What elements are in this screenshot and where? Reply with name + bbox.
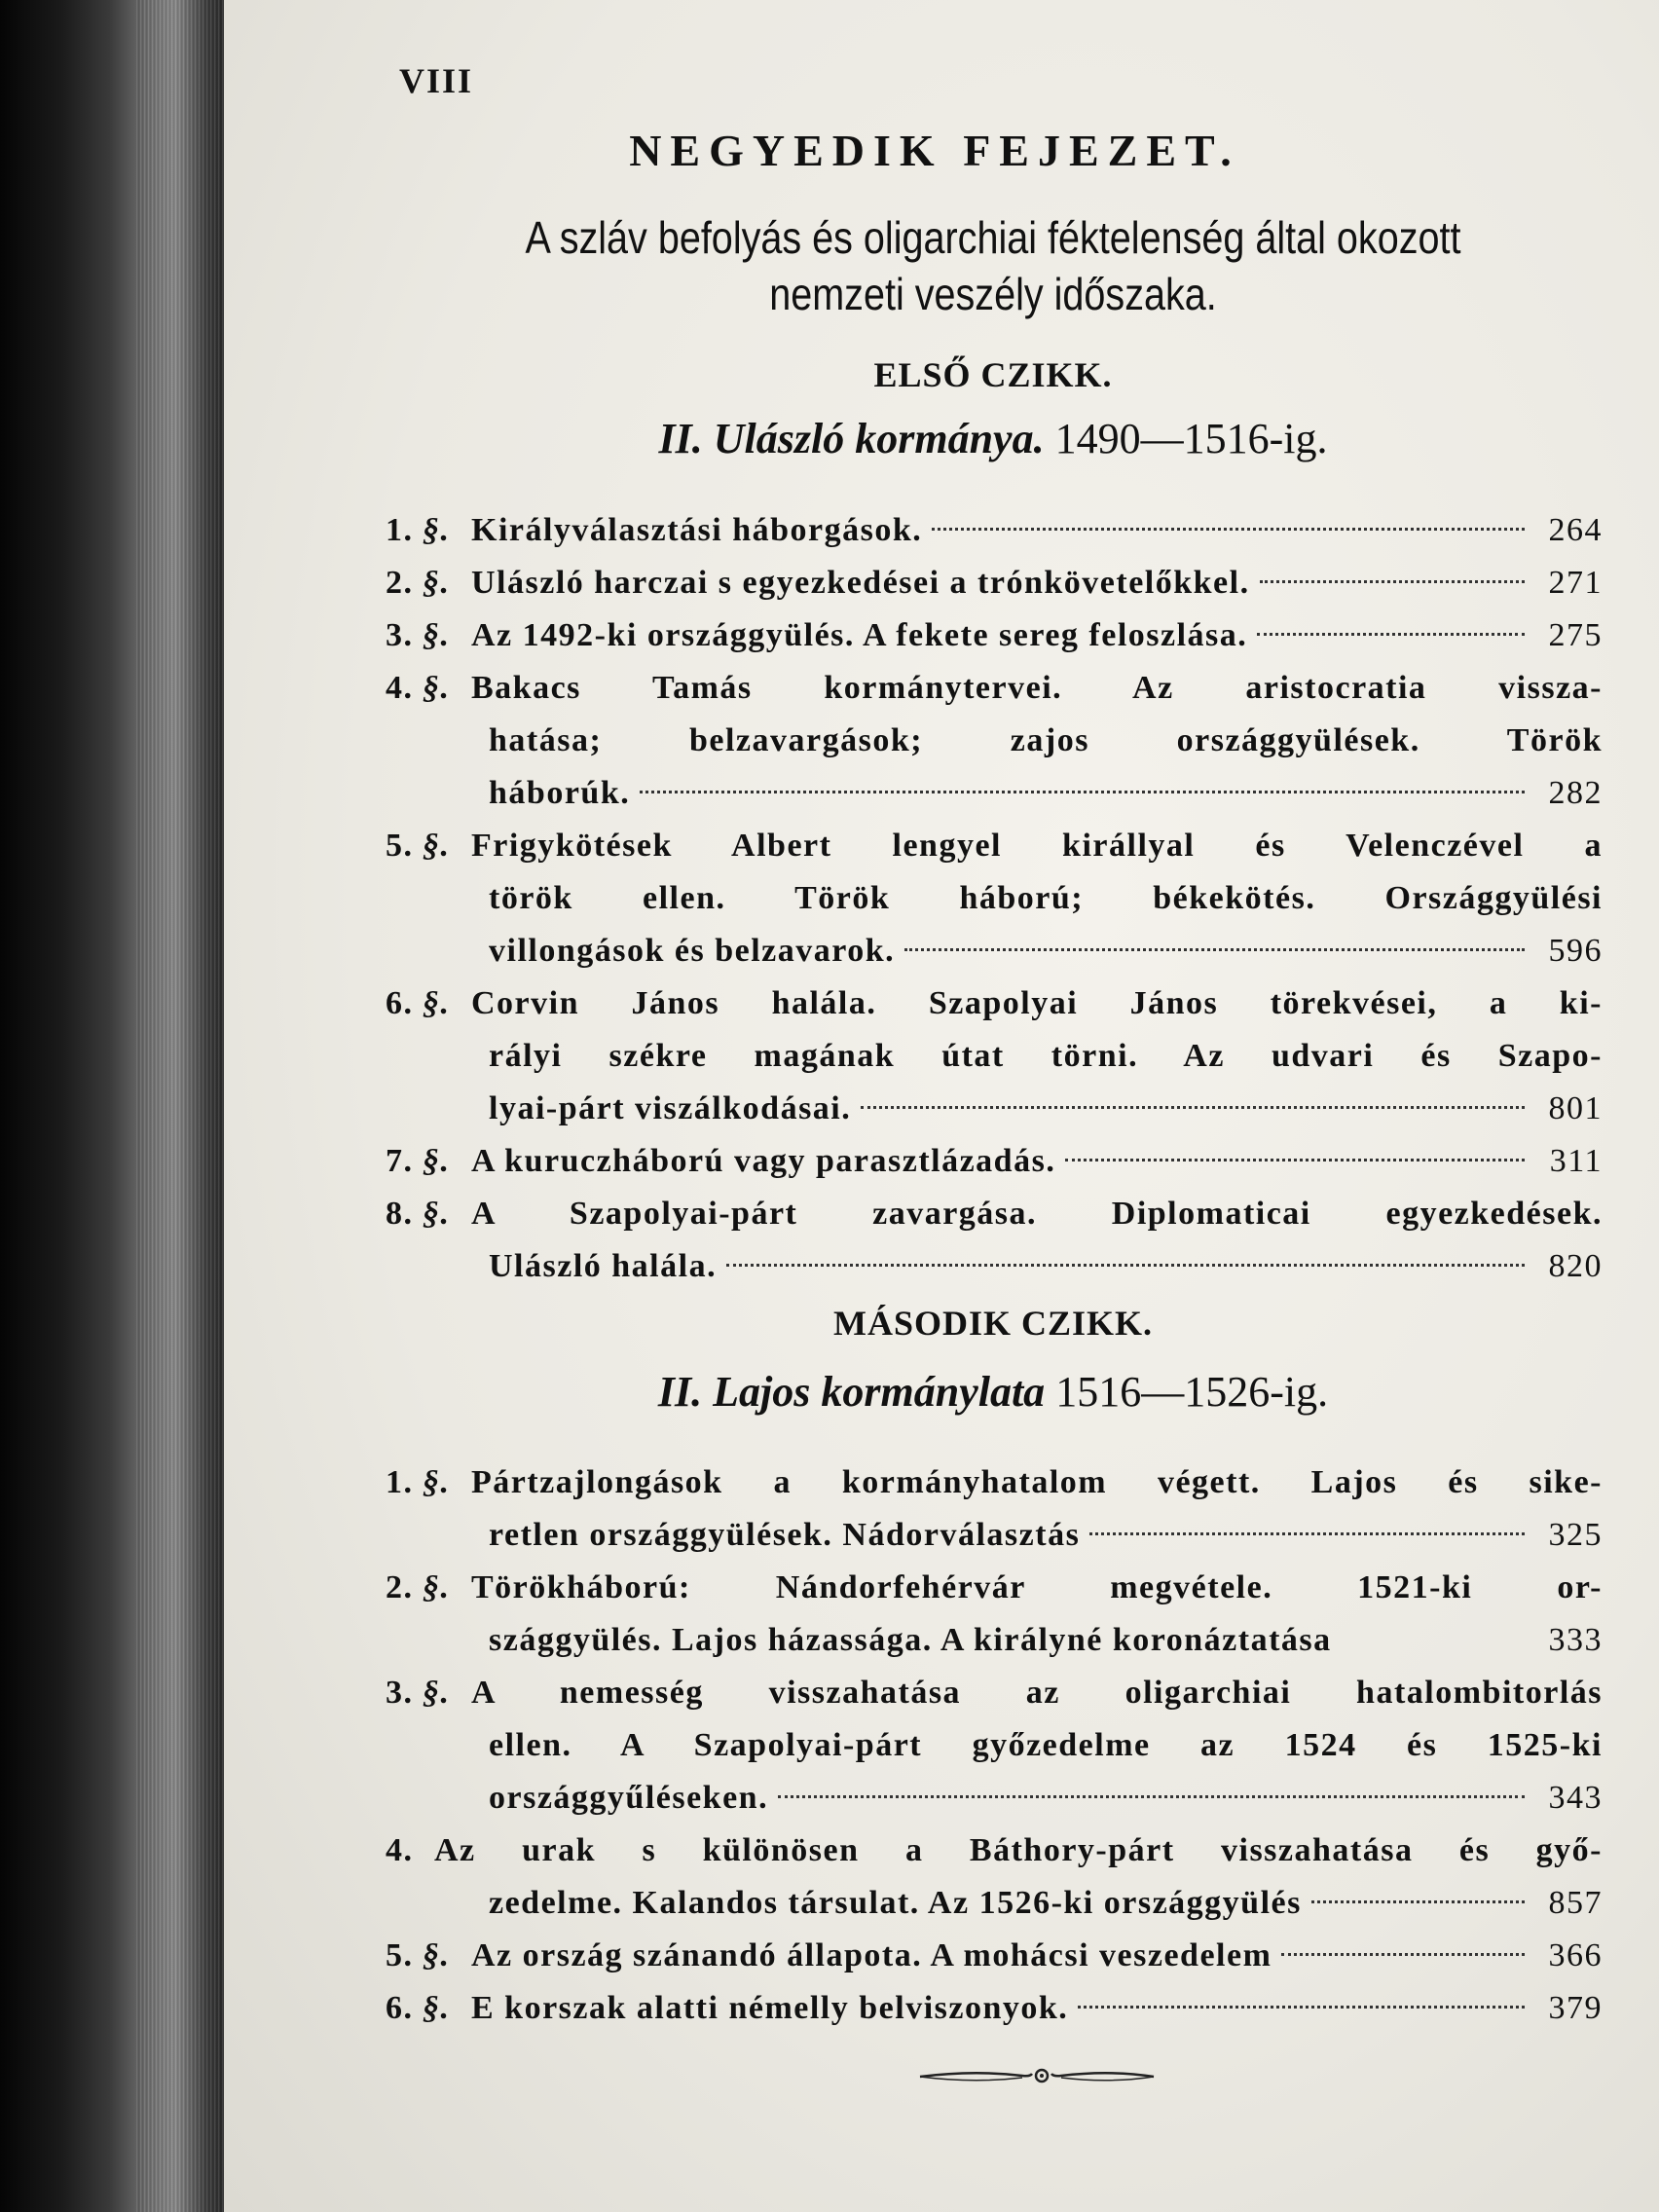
entry-page: 596 [1548, 933, 1603, 969]
toc-entry [386, 1188, 1603, 1293]
toc-section-1 [386, 504, 1603, 1293]
section-2-heading [506, 1367, 1480, 1417]
toc-entry [386, 977, 1603, 1135]
entry-page: 343 [1548, 1780, 1603, 1816]
toc-entry [386, 1982, 1603, 2035]
entry-number: 5. [386, 1937, 414, 1973]
entry-text-continued: retlen országgyülések. Nádorválasztás [489, 1517, 1081, 1553]
entry-text: Királyválasztási háborgások. [471, 512, 923, 548]
toc-entry [386, 1135, 1603, 1188]
paragraph-mark: §. [423, 1464, 451, 1500]
page-edges [136, 0, 229, 2212]
entry-page: 379 [1548, 1990, 1603, 2026]
entry-number: 1. [386, 1464, 414, 1500]
chapter-subtitle-line1: A szláv befolyás és oligarchiai féktelenség által okozott [525, 212, 1461, 263]
toc-entry [386, 1456, 1603, 1562]
dot-leader [1260, 580, 1525, 583]
paragraph-mark: §. [423, 565, 451, 601]
entry-text-continued: villongások és belzavarok. [489, 933, 896, 969]
entry-text: Corvin János halála. Szapolyai János törekvései, a ki- [471, 985, 1603, 1021]
entry-text: Az 1492-ki országgyülés. A fekete sereg feloszlása. [471, 617, 1248, 653]
section-2-heading-years: 1516—1526-ig. [1045, 1368, 1329, 1416]
entry-number: 3. [386, 1675, 414, 1711]
dot-leader [778, 1795, 1525, 1798]
dot-leader [932, 528, 1525, 531]
entry-page: 333 [1548, 1622, 1603, 1658]
entry-page: 282 [1548, 775, 1603, 811]
entry-text-continued: török ellen. Török háború; békekötés. Országgyülési [489, 880, 1603, 916]
paragraph-mark: §. [423, 1196, 451, 1232]
section-1-heading [506, 414, 1480, 463]
toc-entry [386, 1825, 1603, 1930]
ornament-rule [915, 2062, 1159, 2091]
entry-page: 820 [1548, 1248, 1603, 1284]
paragraph-mark: §. [423, 1990, 451, 2026]
entry-number: 2. [386, 1569, 414, 1605]
entry-page: 275 [1548, 617, 1603, 653]
dot-leader [726, 1264, 1525, 1267]
entry-page: 366 [1548, 1937, 1603, 1973]
entry-text: Frigykötések Albert lengyel királlyal és Velenczével a [471, 828, 1603, 864]
section-2-label: MÁSODIK CZIKK. [832, 1304, 1154, 1343]
entry-page: 271 [1548, 565, 1603, 601]
section-1-label: ELSŐ CZIKK. [873, 355, 1113, 394]
paragraph-mark: §. [423, 1569, 451, 1605]
entry-number: 3. [386, 617, 414, 653]
entry-text-continued: zedelme. Kalandos társulat. Az 1526-ki országgyülés [489, 1885, 1302, 1921]
entry-page: 264 [1548, 512, 1603, 548]
entry-number: 7. [386, 1143, 414, 1179]
entry-text-continued: hatása; belzavargások; zajos országgyülések. Török [489, 722, 1603, 758]
entry-number: 2. [386, 565, 414, 601]
paragraph-mark: §. [423, 985, 451, 1021]
toc-entry [386, 504, 1603, 557]
toc-entry [386, 662, 1603, 820]
dot-leader [1078, 2006, 1525, 2009]
entry-text-continued: ellen. A Szapolyai-párt győzedelme az 1524 és 1525-ki [489, 1727, 1603, 1763]
entry-number: 4. [386, 670, 414, 706]
toc-entry [386, 1930, 1603, 1982]
entry-number: 4. [386, 1832, 414, 1868]
paragraph-mark: §. [423, 617, 451, 653]
paragraph-mark: §. [423, 828, 451, 864]
chapter-subtitle-line2: nemzeti veszély időszaka. [769, 269, 1217, 319]
entry-page: 325 [1548, 1517, 1603, 1553]
entry-text: A Szapolyai-párt zavargása. Diplomaticai egyezkedések. [471, 1196, 1603, 1232]
section-2-heading-title: II. Lajos kormánylata [657, 1368, 1046, 1416]
paragraph-mark: §. [423, 670, 451, 706]
paragraph-mark: §. [423, 1143, 451, 1179]
entry-text-continued: rályi székre magának útat törni. Az udvari és Szapo- [489, 1038, 1603, 1074]
entry-text: Pártzajlongások a kormányhatalom végett. Lajos és sike- [471, 1464, 1603, 1500]
entry-text-continued: szággyülés. Lajos házassága. A királyné koronáztatása [489, 1622, 1332, 1658]
entry-text-continued: országgyűléseken. [489, 1780, 769, 1816]
entry-number: 8. [386, 1196, 414, 1232]
toc-section-2 [386, 1456, 1603, 2035]
entry-text: Az urak s különösen a Báthory-párt visszahatása és győ- [434, 1832, 1603, 1868]
toc-entry [386, 557, 1603, 609]
dot-leader [904, 948, 1525, 951]
entry-text: A kuruczháború vagy parasztlázadás. [471, 1143, 1056, 1179]
toc-entry [386, 1667, 1603, 1825]
entry-page: 311 [1549, 1143, 1603, 1179]
entry-text-continued: háborúk. [489, 775, 631, 811]
entry-text: E korszak alatti némelly belviszonyok. [471, 1990, 1069, 2026]
entry-text-continued: lyai-párt viszálkodásai. [489, 1090, 852, 1126]
dot-leader [1089, 1532, 1525, 1535]
entry-page: 801 [1548, 1090, 1603, 1126]
dot-leader [861, 1106, 1525, 1109]
entry-number: 6. [386, 1990, 414, 2026]
entry-number: 6. [386, 985, 414, 1021]
section-1-heading-years: 1490—1516-ig. [1044, 415, 1328, 462]
entry-text: Az ország szánandó állapota. A mohácsi veszedelem [471, 1937, 1272, 1973]
paragraph-mark: §. [423, 1675, 451, 1711]
toc-entry [386, 1562, 1603, 1667]
chapter-subtitle [491, 209, 1495, 322]
dot-leader [1065, 1159, 1525, 1161]
entry-text: A nemesség visszahatása az oligarchiai hatalombitorlás [471, 1675, 1603, 1711]
entry-text: Törökháború: Nándorfehérvár megvétele. 1521-ki or- [471, 1569, 1603, 1605]
dot-leader [640, 791, 1525, 793]
chapter-title: NEGYEDIK FEJEZET. [629, 126, 1240, 175]
paragraph-mark: §. [423, 512, 451, 548]
dot-leader [1257, 633, 1525, 636]
dot-leader [1311, 1900, 1525, 1903]
toc-entry [386, 820, 1603, 977]
entry-page: 857 [1548, 1885, 1603, 1921]
entry-text: Ulászló harczai s egyezkedései a trónkövetelőkkel. [471, 565, 1250, 601]
dot-leader [1281, 1953, 1525, 1956]
page-number: VIII [399, 61, 474, 100]
entry-text: Bakacs Tamás kormánytervei. Az aristocratia vissza- [471, 670, 1603, 706]
section-1-heading-title: II. Ulászló kormánya. [658, 415, 1045, 462]
paragraph-mark: §. [423, 1937, 451, 1973]
entry-text-continued: Ulászló halála. [489, 1248, 718, 1284]
entry-number: 5. [386, 828, 414, 864]
toc-entry [386, 609, 1603, 662]
entry-number: 1. [386, 512, 414, 548]
